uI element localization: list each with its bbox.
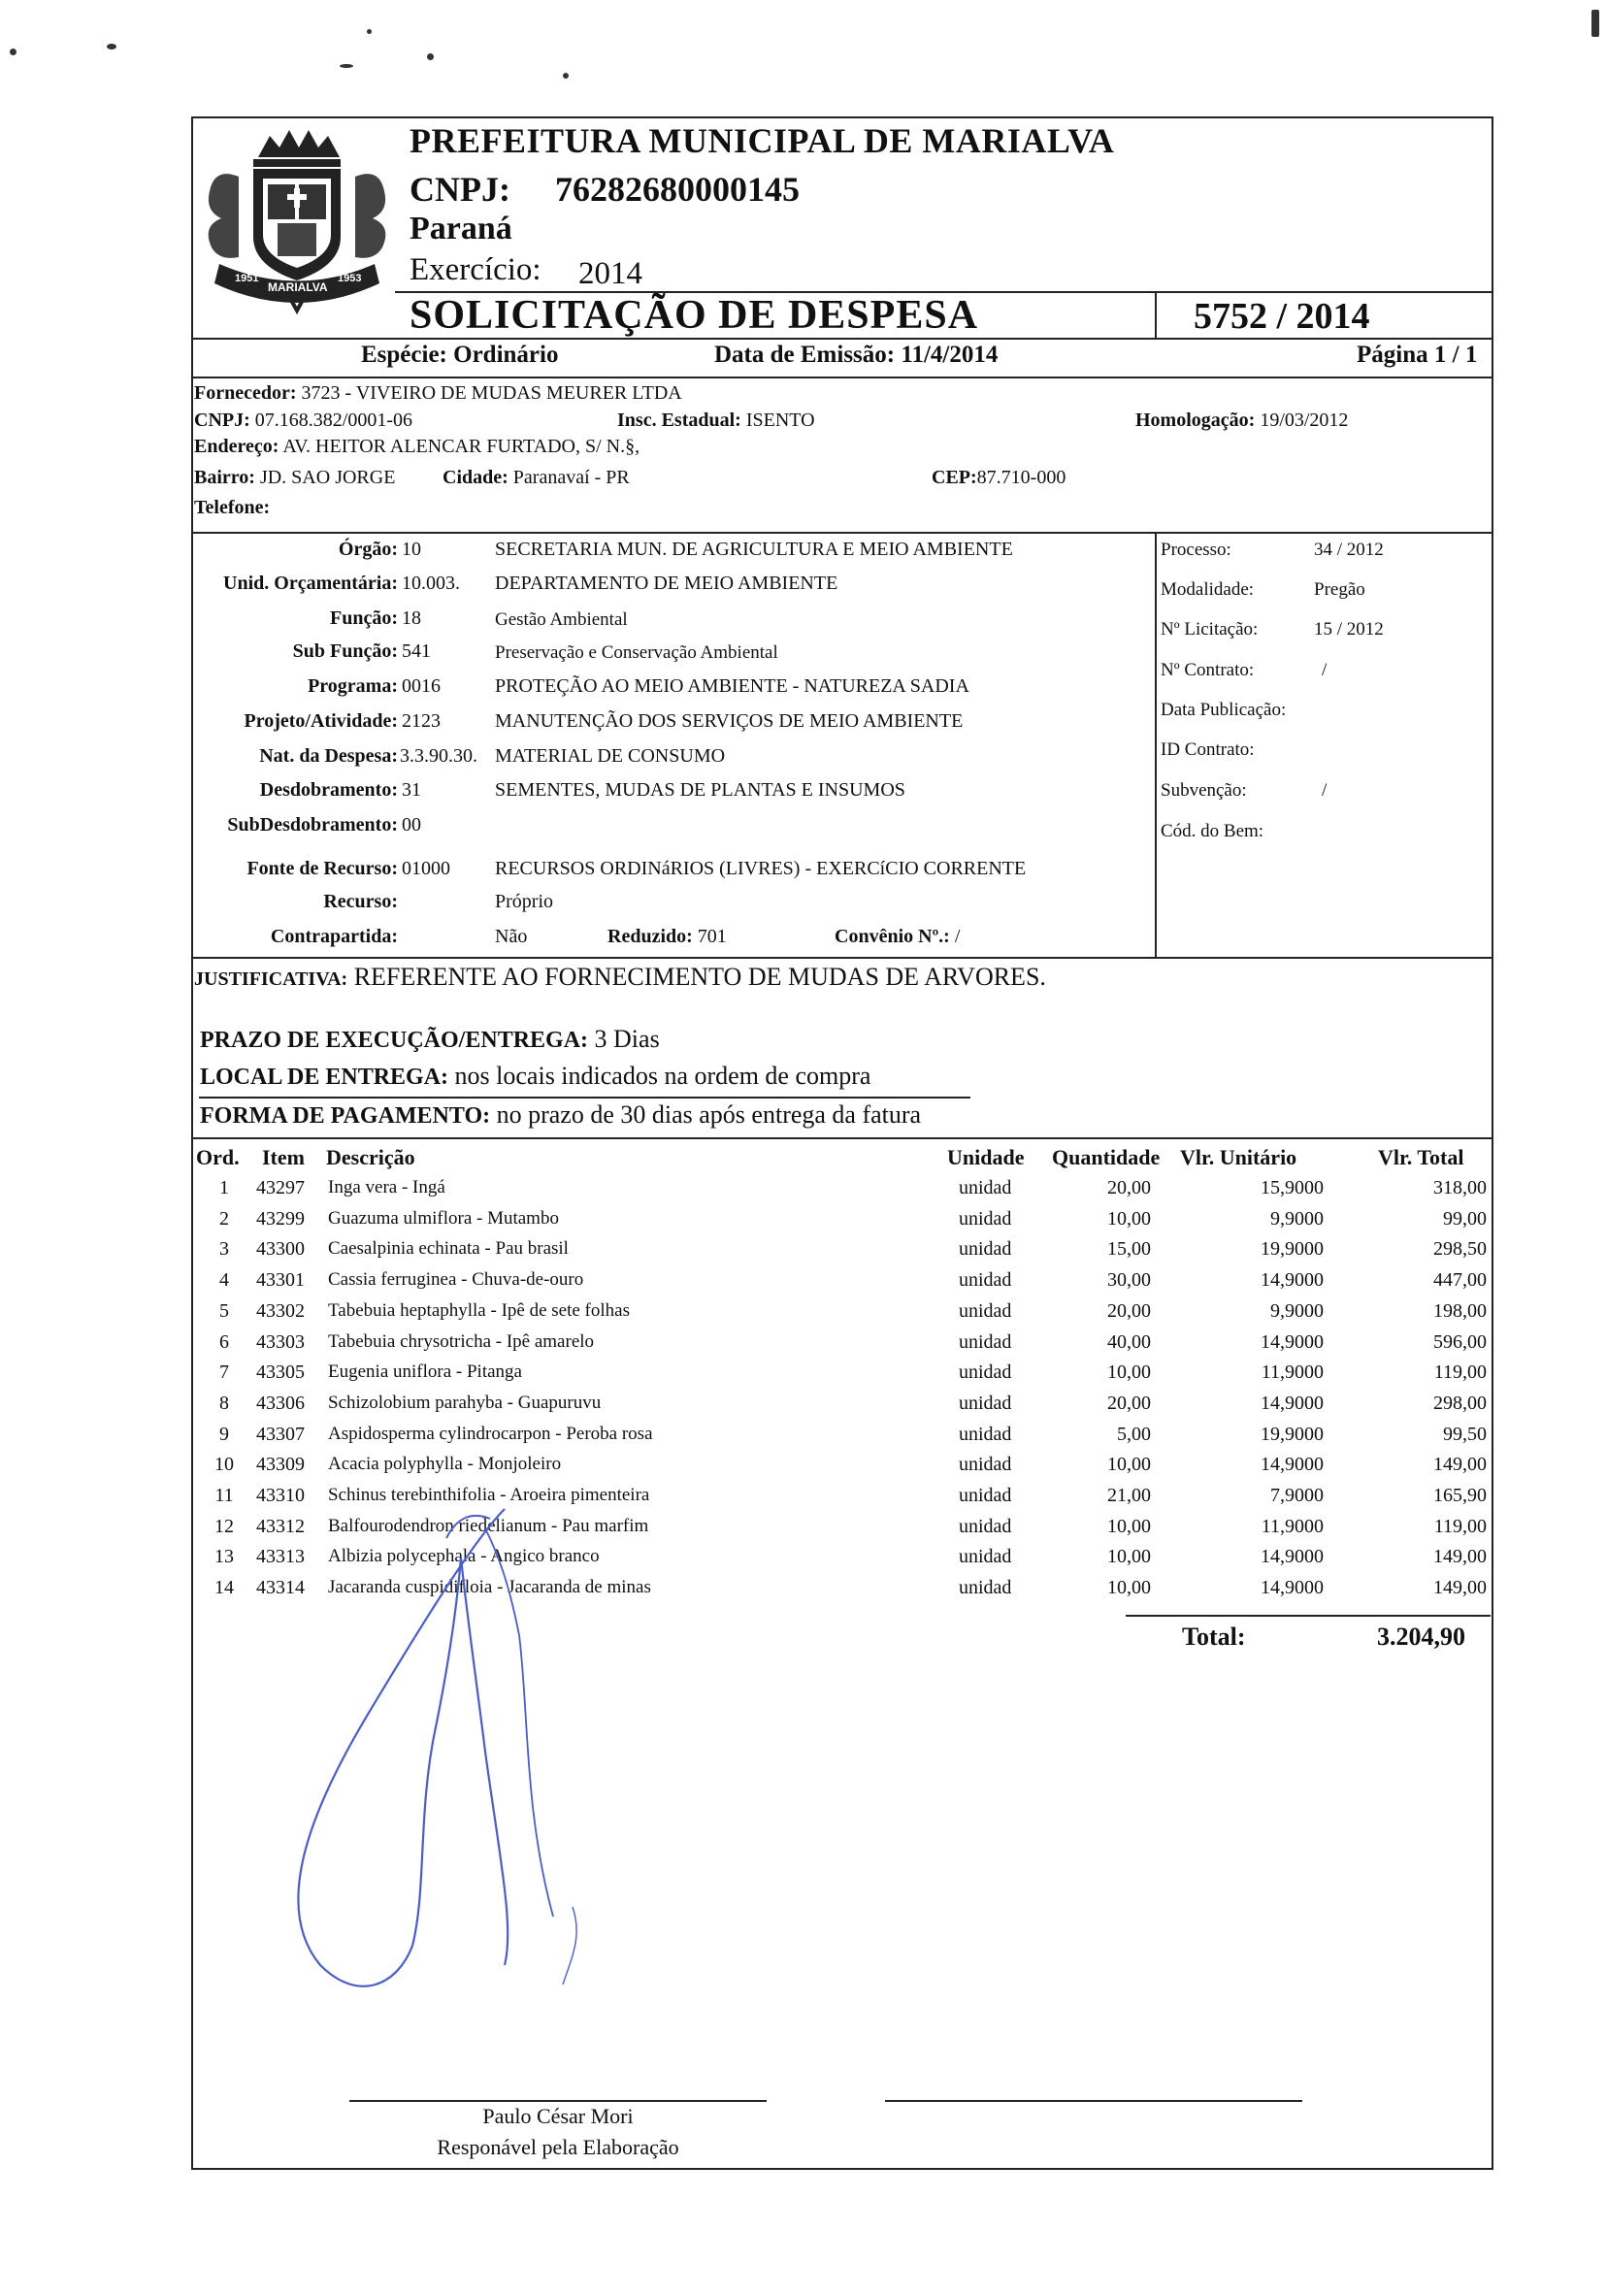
exercise-value: 2014 xyxy=(578,256,642,291)
cell-item: 43314 xyxy=(256,1577,305,1599)
document-title: SOLICITAÇÃO DE DESPESA xyxy=(410,293,979,338)
cell-unit: unidad xyxy=(959,1207,1012,1230)
total-label: Total: xyxy=(1182,1623,1246,1651)
cell-quantity: 30,00 xyxy=(1107,1269,1151,1292)
cell-total: 99,00 xyxy=(1443,1207,1487,1230)
header-cnpj-value: 76282680000145 xyxy=(555,170,800,209)
cell-description: Cassia ferruginea - Chuva-de-ouro xyxy=(328,1269,584,1291)
subfunction-code: 541 xyxy=(402,640,431,662)
counterpart-label: Contrapartida: xyxy=(270,926,398,947)
cell-item: 43302 xyxy=(256,1299,305,1322)
signer-name: Paulo César Mori xyxy=(482,2104,634,2128)
header-state: Paraná xyxy=(410,211,512,246)
col-item: Item xyxy=(262,1145,305,1169)
cell-item: 43310 xyxy=(256,1485,305,1506)
cell-unit-price: 11,9000 xyxy=(1261,1361,1324,1384)
cell-unit: unidad xyxy=(959,1454,1012,1476)
function-desc: Gestão Ambiental xyxy=(495,609,628,630)
cell-ord: 1 xyxy=(219,1177,229,1198)
subsidy-label: Subvenção: xyxy=(1161,780,1247,801)
unit-code: 10.003. xyxy=(402,573,460,594)
table-row xyxy=(0,1516,1607,1547)
rule xyxy=(191,532,1493,534)
unit-label: Unid. Orçamentária: xyxy=(223,573,398,594)
cell-unit-price: 14,9000 xyxy=(1261,1392,1324,1414)
cell-item: 43307 xyxy=(256,1423,305,1445)
cep-label: CEP: xyxy=(932,467,977,488)
state-registration xyxy=(617,410,815,432)
homologation-label: Homologação: xyxy=(1135,410,1256,431)
cell-quantity: 10,00 xyxy=(1107,1515,1151,1537)
signer-role: Responável pela Elaboração xyxy=(437,2135,679,2159)
subfunction-desc: Preservação e Conservação Ambiental xyxy=(495,642,778,663)
cell-description: Balfourodendron riedelianum - Pau marfim xyxy=(328,1515,649,1536)
contract-id-label: ID Contrato: xyxy=(1161,739,1255,760)
agreement-value: / xyxy=(954,926,961,947)
cell-description: Caesalpinia echinata - Pau brasil xyxy=(328,1238,569,1260)
project-code: 2123 xyxy=(402,710,441,732)
breakdown-label: Desdobramento: xyxy=(259,779,398,801)
cell-quantity: 5,00 xyxy=(1117,1423,1151,1445)
cell-unit: unidad xyxy=(959,1423,1012,1445)
supplier-line xyxy=(194,382,682,405)
table-row xyxy=(0,1269,1607,1300)
cell-unit: unidad xyxy=(959,1177,1012,1198)
col-ord: Ord. xyxy=(196,1145,240,1169)
cell-total: 119,00 xyxy=(1433,1515,1487,1537)
cell-unit-price: 9,9000 xyxy=(1270,1299,1324,1322)
cell-unit: unidad xyxy=(959,1330,1012,1353)
cell-description: Jacaranda cuspidifloia - Jacaranda de minas xyxy=(328,1577,651,1598)
cell-quantity: 10,00 xyxy=(1107,1454,1151,1476)
table-row xyxy=(0,1485,1607,1516)
agreement-line xyxy=(835,926,960,948)
expense-species: Espécie: Ordinário xyxy=(361,342,559,368)
col-total: Vlr. Total xyxy=(1378,1145,1464,1169)
handwritten-signature xyxy=(281,1499,670,2033)
cell-description: Albizia polycephala - Angico branco xyxy=(328,1546,600,1567)
supplier-cnpj-label: CNPJ: xyxy=(194,410,250,431)
cell-unit-price: 19,9000 xyxy=(1261,1423,1324,1445)
table-row xyxy=(0,1424,1607,1455)
cell-item: 43297 xyxy=(256,1177,305,1198)
cell-ord: 6 xyxy=(219,1330,229,1353)
cell-ord: 13 xyxy=(214,1546,234,1568)
col-unit-price: Vlr. Unitário xyxy=(1180,1145,1297,1169)
agreement-label: Convênio Nº.: xyxy=(835,926,950,947)
cell-ord: 14 xyxy=(214,1577,234,1599)
process-label: Processo: xyxy=(1161,540,1231,560)
cep-value: 87.710-000 xyxy=(976,467,1066,488)
asset-code-label: Cód. do Bem: xyxy=(1161,821,1264,841)
rule xyxy=(1155,291,1157,338)
rule xyxy=(1126,1615,1491,1617)
payment-method-label: FORMA DE PAGAMENTO: xyxy=(200,1103,491,1129)
breakdown-desc: SEMENTES, MUDAS DE PLANTAS E INSUMOS xyxy=(495,779,905,801)
cell-total: 298,00 xyxy=(1433,1392,1487,1414)
table-row xyxy=(0,1208,1607,1239)
seal-year-right: 1953 xyxy=(338,273,362,284)
city-label: Cidade: xyxy=(443,467,508,488)
page-indicator: Página 1 / 1 xyxy=(1357,342,1478,368)
exercise-label: Exercício: xyxy=(410,252,541,287)
process-value: 34 / 2012 xyxy=(1314,540,1384,560)
delivery-term xyxy=(200,1025,660,1054)
homologation-date: 19/03/2012 xyxy=(1260,410,1349,431)
cell-description: Acacia polyphylla - Monjoleiro xyxy=(328,1454,562,1475)
program-code: 0016 xyxy=(402,675,441,697)
orgao-code: 10 xyxy=(402,539,421,560)
cell-unit: unidad xyxy=(959,1238,1012,1261)
state-registration-label: Insc. Estadual: xyxy=(617,410,741,431)
rule xyxy=(1155,532,1157,957)
cell-quantity: 21,00 xyxy=(1107,1485,1151,1506)
district-value: JD. SAO JORGE xyxy=(259,467,396,488)
cell-unit-price: 11,9000 xyxy=(1261,1515,1324,1537)
cell-quantity: 40,00 xyxy=(1107,1330,1151,1353)
cell-ord: 7 xyxy=(219,1361,229,1384)
cell-unit: unidad xyxy=(959,1361,1012,1384)
cell-total: 198,00 xyxy=(1433,1299,1487,1322)
table-row xyxy=(0,1393,1607,1424)
cell-ord: 5 xyxy=(219,1299,229,1322)
state-registration-value: ISENTO xyxy=(745,410,815,431)
project-label: Projeto/Atividade: xyxy=(244,710,398,732)
cell-ord: 8 xyxy=(219,1392,229,1414)
orgao-desc: SECRETARIA MUN. DE AGRICULTURA E MEIO AMBIENTE xyxy=(495,539,1013,560)
modality-label: Modalidade: xyxy=(1161,579,1255,600)
supplier-city-line xyxy=(443,467,630,489)
cell-quantity: 10,00 xyxy=(1107,1207,1151,1230)
scan-speck xyxy=(10,49,16,55)
address-label: Endereço: xyxy=(194,436,279,457)
delivery-place-value: nos locais indicados na ordem de compra xyxy=(454,1062,871,1090)
cell-description: Schizolobium parahyba - Guapuruvu xyxy=(328,1392,602,1413)
cell-ord: 4 xyxy=(219,1269,229,1292)
resource-label: Recurso: xyxy=(323,891,398,912)
cell-ord: 11 xyxy=(214,1485,234,1506)
bid-number-value: 15 / 2012 xyxy=(1314,619,1384,640)
municipal-seal-icon xyxy=(200,118,394,317)
cell-description: Eugenia uniflora - Pitanga xyxy=(328,1361,522,1383)
homologation xyxy=(1135,410,1348,432)
program-desc: PROTEÇÃO AO MEIO AMBIENTE - NATUREZA SADIA xyxy=(495,675,969,697)
nature-label: Nat. da Despesa: xyxy=(259,745,398,767)
cell-description: Tabebuia heptaphylla - Ipê de sete folhas xyxy=(328,1299,630,1321)
cell-description: Inga vera - Ingá xyxy=(328,1177,445,1197)
cell-quantity: 10,00 xyxy=(1107,1546,1151,1568)
col-unit: Unidade xyxy=(947,1145,1025,1169)
function-label: Função: xyxy=(330,607,398,629)
resource-desc: Próprio xyxy=(495,891,553,912)
cell-unit: unidad xyxy=(959,1546,1012,1568)
cell-quantity: 20,00 xyxy=(1107,1177,1151,1198)
cell-ord: 10 xyxy=(214,1454,234,1476)
cell-total: 165,90 xyxy=(1433,1485,1487,1506)
rule xyxy=(191,1137,1493,1139)
funding-source-code: 01000 xyxy=(402,858,450,879)
rule xyxy=(199,1097,970,1099)
cell-unit: unidad xyxy=(959,1485,1012,1506)
delivery-place-label: LOCAL DE ENTREGA: xyxy=(200,1065,449,1090)
cell-ord: 3 xyxy=(219,1238,229,1261)
scan-speck xyxy=(563,73,569,79)
cell-item: 43301 xyxy=(256,1269,305,1292)
delivery-term-label: PRAZO DE EXECUÇÃO/ENTREGA: xyxy=(200,1028,589,1053)
cell-item: 43305 xyxy=(256,1361,305,1384)
cell-total: 99,50 xyxy=(1443,1423,1487,1445)
function-code: 18 xyxy=(402,607,421,629)
table-row xyxy=(0,1546,1607,1577)
supplier-cnpj-line xyxy=(194,410,412,432)
scan-speck xyxy=(340,64,353,68)
cell-unit: unidad xyxy=(959,1577,1012,1599)
cell-total: 149,00 xyxy=(1433,1577,1487,1599)
project-desc: MANUTENÇÃO DOS SERVIÇOS DE MEIO AMBIENTE xyxy=(495,710,964,732)
cell-quantity: 10,00 xyxy=(1107,1361,1151,1384)
cell-total: 119,00 xyxy=(1433,1361,1487,1384)
cell-unit: unidad xyxy=(959,1269,1012,1292)
signature-line xyxy=(349,2100,767,2102)
cell-unit-price: 14,9000 xyxy=(1261,1269,1324,1292)
cell-total: 149,00 xyxy=(1433,1546,1487,1568)
nature-desc: MATERIAL DE CONSUMO xyxy=(495,745,726,767)
cell-item: 43303 xyxy=(256,1330,305,1353)
cell-unit-price: 9,9000 xyxy=(1270,1207,1324,1230)
table-row xyxy=(0,1300,1607,1331)
cell-unit-price: 14,9000 xyxy=(1261,1546,1324,1568)
subbreakdown-code: 00 xyxy=(402,814,421,836)
col-quantity: Quantidade xyxy=(1052,1145,1161,1169)
scan-speck xyxy=(427,53,434,60)
program-label: Programa: xyxy=(308,675,398,697)
cell-unit-price: 15,9000 xyxy=(1261,1177,1324,1198)
justification-text: REFERENTE AO FORNECIMENTO DE MUDAS DE ARVORES. xyxy=(353,963,1046,991)
table-row xyxy=(0,1361,1607,1393)
supplier-cep-line xyxy=(932,467,1066,489)
cell-total: 596,00 xyxy=(1433,1330,1487,1353)
cell-unit: unidad xyxy=(959,1299,1012,1322)
cell-description: Tabebuia chrysotricha - Ipê amarelo xyxy=(328,1330,595,1352)
address-value: AV. HEITOR ALENCAR FURTADO, S/ N.§, xyxy=(282,436,640,457)
col-description: Descrição xyxy=(326,1145,415,1169)
seal-year-left: 1951 xyxy=(235,273,259,284)
cell-ord: 2 xyxy=(219,1207,229,1230)
funding-source-desc: RECURSOS ORDINáRIOS (LIVRES) - EXERCíCIO CORRENTE xyxy=(495,858,1027,879)
cell-item: 43300 xyxy=(256,1238,305,1261)
cell-item: 43309 xyxy=(256,1454,305,1476)
header-cnpj-label: CNPJ: xyxy=(410,170,510,209)
scan-speck xyxy=(1591,10,1599,37)
cell-quantity: 10,00 xyxy=(1107,1577,1151,1599)
orgao-label: Órgão: xyxy=(338,539,398,560)
cell-quantity: 20,00 xyxy=(1107,1299,1151,1322)
cell-ord: 9 xyxy=(219,1423,229,1445)
cell-unit: unidad xyxy=(959,1392,1012,1414)
city-value: Paranavaí - PR xyxy=(512,467,630,488)
municipality-name: PREFEITURA MUNICIPAL DE MARIALVA xyxy=(410,121,1115,160)
total-value: 3.204,90 xyxy=(1377,1623,1465,1651)
cell-item: 43299 xyxy=(256,1207,305,1230)
subfunction-label: Sub Função: xyxy=(292,640,398,662)
counterpart-value: Não xyxy=(495,926,528,947)
document-number: 5752 / 2014 xyxy=(1194,296,1370,337)
cell-total: 149,00 xyxy=(1433,1454,1487,1476)
supplier-cnpj: 07.168.382/0001-06 xyxy=(254,410,412,431)
scan-speck xyxy=(367,29,372,34)
justification-label: JUSTIFICATIVA: xyxy=(194,968,348,990)
rule xyxy=(191,338,1493,340)
bid-number-label: Nº Licitação: xyxy=(1161,619,1259,640)
cell-unit-price: 14,9000 xyxy=(1261,1454,1324,1476)
cell-total: 318,00 xyxy=(1433,1177,1487,1198)
payment-method xyxy=(200,1100,921,1130)
seal-city: MARIALVA xyxy=(268,280,328,294)
modality-value: Pregão xyxy=(1314,579,1365,600)
phone-label: Telefone: xyxy=(194,497,271,518)
cell-unit: unidad xyxy=(959,1515,1012,1537)
table-row xyxy=(0,1331,1607,1362)
supplier-district-line xyxy=(194,467,395,489)
justification xyxy=(194,963,1046,992)
rule xyxy=(191,377,1493,378)
cell-item: 43306 xyxy=(256,1392,305,1414)
unit-desc: DEPARTAMENTO DE MEIO AMBIENTE xyxy=(495,573,838,594)
table-row xyxy=(0,1177,1607,1208)
supplier-label: Fornecedor: xyxy=(194,382,297,404)
cell-unit-price: 14,9000 xyxy=(1261,1577,1324,1599)
reduced-line xyxy=(607,926,727,948)
cell-description: Aspidosperma cylindrocarpon - Peroba rosa xyxy=(328,1423,653,1444)
delivery-term-value: 3 Dias xyxy=(594,1025,660,1053)
subbreakdown-label: SubDesdobramento: xyxy=(227,814,398,836)
delivery-place xyxy=(200,1062,870,1091)
table-row xyxy=(0,1454,1607,1485)
issue-date: Data de Emissão: 11/4/2014 xyxy=(714,342,999,368)
payment-method-value: no prazo de 30 dias após entrega da fatura xyxy=(496,1100,922,1129)
cell-total: 298,50 xyxy=(1433,1238,1487,1261)
signature-line-right xyxy=(885,2100,1302,2102)
cell-item: 43313 xyxy=(256,1546,305,1568)
cell-ord: 12 xyxy=(214,1515,234,1537)
cell-quantity: 20,00 xyxy=(1107,1392,1151,1414)
cell-unit-price: 19,9000 xyxy=(1261,1238,1324,1261)
publication-date-label: Data Publicação: xyxy=(1161,700,1287,720)
cell-unit-price: 7,9000 xyxy=(1270,1485,1324,1506)
supplier-address-line xyxy=(194,436,640,458)
cell-description: Schinus terebinthifolia - Aroeira pimenteira xyxy=(328,1485,650,1505)
district-label: Bairro: xyxy=(194,467,255,488)
reduced-label: Reduzido: xyxy=(607,926,693,947)
contract-number-label: Nº Contrato: xyxy=(1161,660,1255,680)
cell-unit-price: 14,9000 xyxy=(1261,1330,1324,1353)
reduced-value: 701 xyxy=(697,926,727,947)
nature-code: 3.3.90.30. xyxy=(400,745,477,767)
supplier-name: 3723 - VIVEIRO DE MUDAS MEURER LTDA xyxy=(301,382,682,404)
scan-speck xyxy=(107,44,116,49)
funding-source-label: Fonte de Recurso: xyxy=(246,858,398,879)
table-row xyxy=(0,1577,1607,1608)
table-row xyxy=(0,1238,1607,1269)
breakdown-code: 31 xyxy=(402,779,421,801)
cell-description: Guazuma ulmiflora - Mutambo xyxy=(328,1207,559,1229)
cell-quantity: 15,00 xyxy=(1107,1238,1151,1261)
subsidy-value: / xyxy=(1322,780,1328,801)
cell-total: 447,00 xyxy=(1433,1269,1487,1292)
rule xyxy=(191,957,1493,959)
contract-number-value: / xyxy=(1322,660,1328,680)
cell-item: 43312 xyxy=(256,1515,305,1537)
